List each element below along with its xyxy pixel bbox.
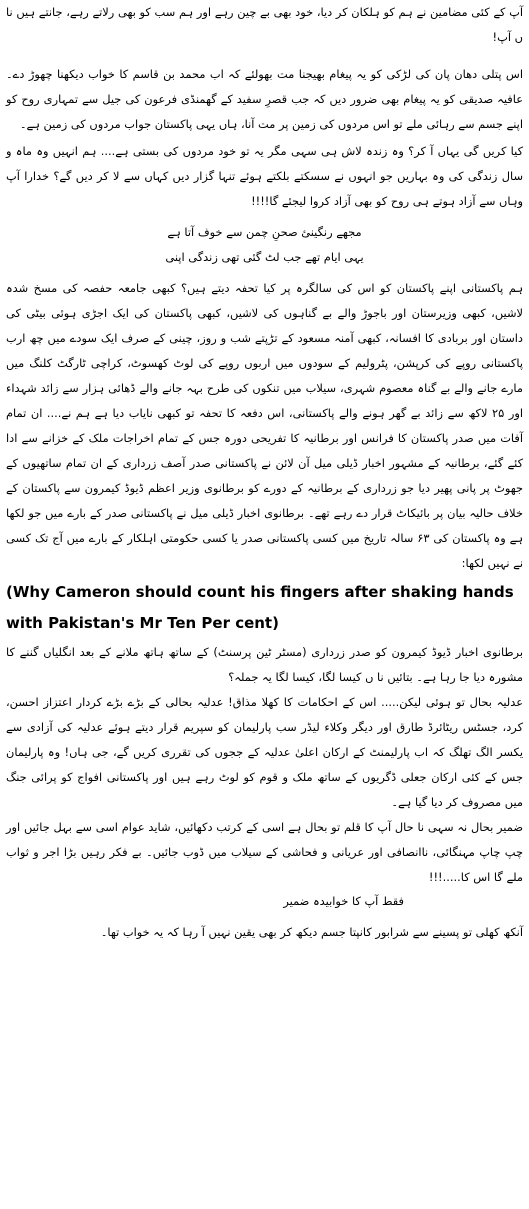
verse-line-1: مجھے رنگینیٔ صحنِ چمن سے خوف آتا ہے [167, 225, 362, 239]
signature-line: فقط آپ کا خوابیدہ ضمیر [283, 894, 404, 908]
english-headline-line-2: with Pakistan's Mr Ten Per cent) [6, 614, 279, 632]
paragraph-judiciary: عدلیہ بحال تو ہوئی لیکن..... اس کے احکامات کا کھلا مذاق! عدلیہ بحالی کے بڑے بڑے کردار اعتزاز احسن، کرد، جسٹس ریٹائرڈ طارق اور دیگر وکلاء لیڈر سب پارلیمان کو سپریم قرار دیتے ہوئے عدلیہ کی آزادی سے یکسر الگ تھلگ کہ اب پارلیمنٹ کے ارکان اعلیٰ عدلیہ کے ججوں کی تقرری کریں گے، جی ہاں! وہ پارلیمان جس کے کئی ارکان جعلی ڈگریوں کے ساتھ ملک و قوم کو لوٹ رہے ہیں اور پاکستانی افواج کو پرائی جنگ میں مصروف کر دیا گیا ہے۔ [6, 695, 523, 809]
verse-line-2: یہی ایام تھے جب لٹ گئی تھی زندگی اپنی [165, 250, 364, 264]
paragraph-closing: آنکھ کھلی تو پسینے سے شرابور کانپتا جسم دیکھ کر بھی یقین نہیں آ رہا کہ یہ خواب تھا۔ [100, 925, 523, 939]
paragraph-conscience: ضمیر بحال نہ سہی نا حال آپ کا قلم تو بحال ہے اسی کے کرتب دکھائیں، شاید عوام اسی سے بہل جائیں اور چپ چاپ مہنگائی، ناانصافی اور عریانی و فحاشی کے سیلاب میں ڈوب جائیں۔ بے فکر رہیں بڑا اجر و ثواب ملے گا اس کا.....!!! [6, 820, 523, 884]
paragraph-opening: آپ کے کئی مضامین نے ہم کو ہلکان کر دیا، خود بھی بے چین رہے اور ہم سب کو بھی رلاتے رہے، جانتے ہیں نا ں آپ! [6, 5, 523, 44]
paragraph-cameron-advice: برطانوی اخبار ڈیوڈ کیمرون کو صدر زرداری (مسٹر ٹین پرسنٹ) کے ساتھ ہاتھ ملانے کے بعد انگلیاں گننے کا مشورہ دیا جا رہا ہے۔ بتائیں نا ں کیسا لگا، کیسا لگا یہ جملہ؟ [6, 645, 523, 684]
paragraph-aafia-message: اس پتلی دھان پان کی لڑکی کو یہ پیغام بھیجنا مت بھولئے کہ اب محمد بن قاسم کا خواب دیکھنا چھوڑ دے۔ عافیہ صدیقی کو یہ پیغام بھی ضرور دیں کہ جب قصرِ سفید کے گھمنڈی فرعون کی جیل سے تمہاری روح کو اپنے جسم سے رہائی ملے تو اس مردوں کی زمین پر مت آنا، ہاں یہی پاکستان جواب مردوں کی زمین ہے۔ [6, 67, 523, 131]
english-headline-line-1: (Why Cameron should count his fingers after shaking hands [6, 583, 514, 601]
paragraph-living-corpse: کیا کریں گی یہاں آ کر؟ وہ زندہ لاش ہی سہی مگر یہ تو خود مردوں کی بستی ہے.... ہم انہیں وہ ماہ و سال زندگی کی وہ بہاریں جو انہوں نے سسکتے بلکتے ہوئے تنہا گزار دیں کہاں سے لا کر دیں گے؟ خدارا آپ وہاں سے آزاد ہوتے ہی روح کو بھی آزاد کروا لیجئے گا!!!! [6, 144, 523, 208]
paragraph-gifts-to-pakistan: ہم پاکستانی اپنے پاکستان کو اس کی سالگرہ پر کیا تحفہ دیتے ہیں؟ کبھی جامعہ حفصہ کی مسخ شدہ لاشیں، کبھی وزیرستان اور باجوڑ والے بے گناہوں کی لاشیں، کبھی پاکستان کی ایک اجڑی ہوئی بیٹی کی داستان اور بربادی کا افسانہ، کبھی آمنہ مسعود کے تڑپتے شب و روز، چینی کے صرف ایک سودے میں چھ ارب پاکستانی روپے کی کرپشن، پٹرولیم کے سودوں میں اربوں روپے کی لوٹ کھسوٹ، کراچی ٹارگٹ کلنگ میں مارے جانے والے بے گناہ معصوم شہری، سیلاب میں تنکوں کی طرح بہہ جانے والے ڈھائی ہزار سے زائد شہداء اور ۲۵ لاکھ سے زائد بے گھر ہونے والے پاکستانی، اس دفعہ کا تحفہ تو کبھی نایاب دیا ہے ہم نے.... ان تمام آفات میں صدر پاکستان کا فرانس اور برطانیہ کا تفریحی دورہ جس کے تمام اخراجات ملک کے خزانے سے ادا کئے گئے، برطانیہ کے مشہور اخبار ڈیلی میل آن لائن نے پاکستانی صدر آصف زرداری کے ان تمام ساتھیوں کے جھوٹ پر پانی پھیر دیا جو زرداری کے برطانیہ کے دورے کو برطانوی وزیر اعظم ڈیوڈ کیمرون سے پاکستان کے خلاف حالیہ بیان پر بائیکاٹ قرار دے رہے تھے۔ برطانوی اخبار ڈیلی میل نے پاکستانی صدر کے بارے میں جو لکھا ہے وہ پاکستان کی ۶۳ سالہ تاریخ میں کسی پاکستانی صدر یا کسی حکومتی اہلکار کے بارے میں آج تک کسی نے نہیں لکھا: [6, 281, 524, 570]
